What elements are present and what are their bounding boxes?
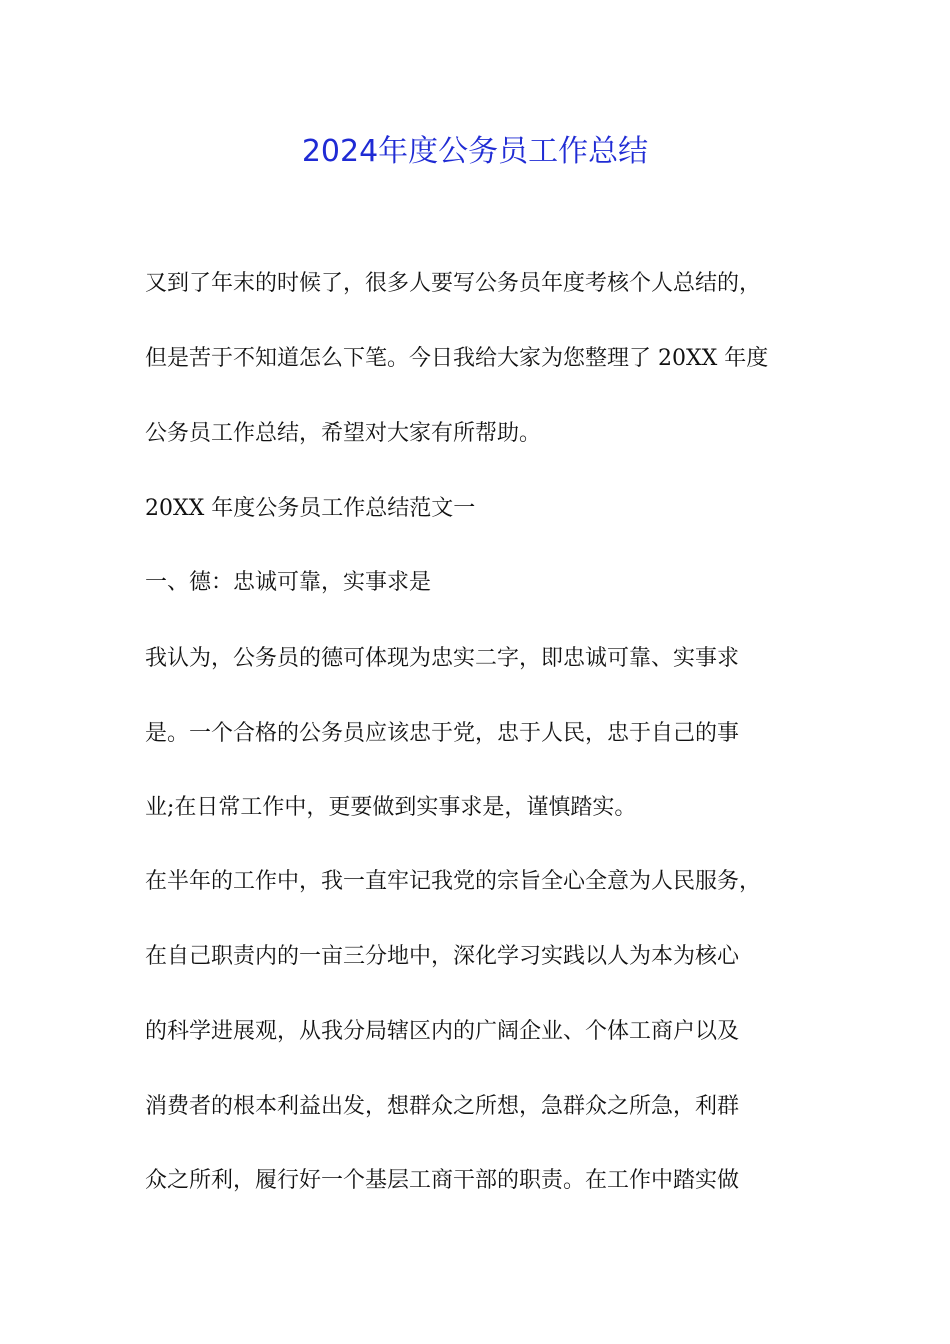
paragraph-line: 公务员工作总结，希望对大家有所帮助。 [145,421,542,446]
paragraph-line: 我认为，公务员的德可体现为忠实二字，即忠诚可靠、实事求 [145,646,740,671]
paragraph-line: 是。一个合格的公务员应该忠于党，忠于人民，忠于自己的事 [145,721,740,746]
paragraph-line: 但是苦于不知道怎么下笔。今日我给大家为您整理了 20XX 年度 [145,346,769,371]
document-title: 2024年度公务员工作总结 [301,134,649,169]
sub-heading: 一、德：忠诚可靠，实事求是 [145,570,432,595]
paragraph-line: 众之所利，履行好一个基层工商干部的职责。在工作中踏实做 [145,1168,740,1193]
paragraph-line: 消费者的根本利益出发，想群众之所想，急群众之所急，利群 [145,1094,740,1119]
paragraph-line: 在自己职责内的一亩三分地中，深化学习实践以人为本为核心 [145,944,740,969]
paragraph-line: 在半年的工作中，我一直牢记我党的宗旨全心全意为人民服务， [145,869,762,894]
paragraph-line: 又到了年末的时候了，很多人要写公务员年度考核个人总结的， [145,271,762,296]
paragraph-line: 业;在日常工作中，更要做到实事求是，谨慎踏实。 [145,795,637,820]
section-heading: 20XX 年度公务员工作总结范文一 [145,496,476,521]
paragraph-line: 的科学进展观，从我分局辖区内的广阔企业、个体工商户以及 [145,1019,740,1044]
